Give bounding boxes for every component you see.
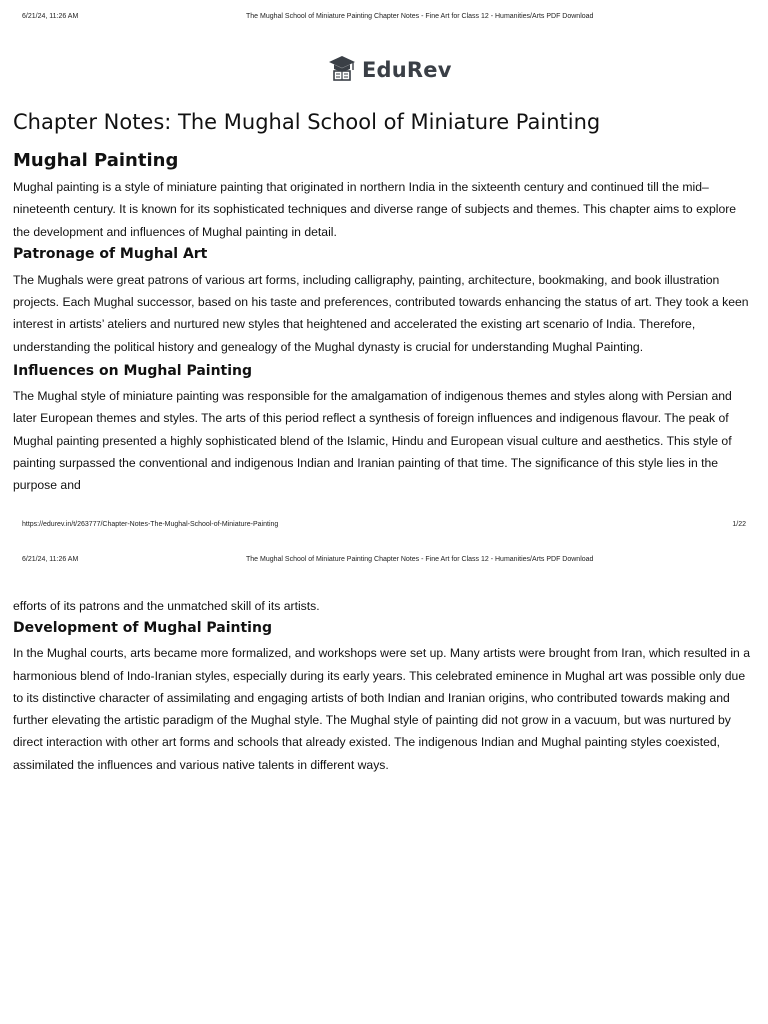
page-title: Chapter Notes: The Mughal School of Miniature Painting	[13, 110, 601, 134]
print-title: The Mughal School of Miniature Painting Chapter Notes - Fine Art for Class 12 - Humanities/Arts PDF Download	[246, 13, 594, 20]
page-2-content	[13, 595, 755, 776]
section-heading-mughal-painting: Mughal Painting	[13, 150, 179, 171]
edurev-logo[interactable]	[328, 56, 452, 84]
intro-paragraph: Mughal painting is a style of miniature painting that originated in northern India in the sixteenth century and continued till the mid–nineteenth century. It is known for its sophisticated techniques and diverse range of subjects and themes. This chapter aims to explore the development and influences of Mughal painting in detail.	[13, 180, 737, 239]
page-1-content	[13, 108, 755, 497]
page-number: 1/22	[732, 521, 746, 528]
print-date: 6/21/24, 11:26 AM	[22, 556, 79, 563]
print-url: https://edurev.in/t/263777/Chapter-Notes-The-Mughal-School-of-Miniature-Painting	[22, 521, 279, 528]
continuation-paragraph: efforts of its patrons and the unmatched skill of its artists.	[13, 599, 320, 613]
patronage-paragraph: The Mughals were great patrons of various art forms, including calligraphy, painting, architecture, bookmaking, and book illustration projects. Each Mughal successor, based on his taste and preferences, contributed towards enhancing the status of art. They took a keen interest in artists’ ateliers and nurtured new styles that heightened and accelerated the existing art scenario of India. Therefore, understanding the political history and genealogy of the Mughal dynasty is crucial for understanding Mughal Painting.	[13, 272, 749, 354]
section-heading-influences: Influences on Mughal Painting	[13, 363, 253, 380]
influences-paragraph: The Mughal style of miniature painting was responsible for the amalgamation of indigenous themes and styles along with Persian and later European themes and styles. The arts of this period reflect a synthesis of foreign influences and indigenous flavour. The peak of Mughal painting presented a highly sophisticated blend of the Islamic, Hindu and European visual culture and aesthetics. This style of painting surpassed the conventional and indigenous Indian and Iranian painting of that time. The significance of this style lies in the purpose and	[13, 389, 732, 493]
section-heading-development: Development of Mughal Painting	[13, 620, 272, 637]
logo-text: EduRev	[362, 58, 452, 82]
development-paragraph: In the Mughal courts, arts became more formalized, and workshops were set up. Many artists were brought from Iran, which resulted in a harmonious blend of Indo-Iranian styles, especially during its early years. This celebrated eminence in Mughal art was possible only due to its distinctive character of assimilating and engaging artists of both Indian and Iranian origins, who contributed towards making and further elevating the artistic paradigm of the Mughal style. The Mughal style of painting did not grow in a vacuum, but was nurtured by direct interaction with other art forms and schools that already existed. The indigenous Indian and Mughal painting styles coexisted, assimilated the influences and various native talents in different ways.	[13, 646, 750, 772]
print-title: The Mughal School of Miniature Painting Chapter Notes - Fine Art for Class 12 - Humanities/Arts PDF Download	[246, 556, 594, 563]
graduation-cap-book-icon	[328, 55, 356, 86]
section-heading-patronage: Patronage of Mughal Art	[13, 245, 208, 262]
print-date: 6/21/24, 11:26 AM	[22, 13, 79, 20]
